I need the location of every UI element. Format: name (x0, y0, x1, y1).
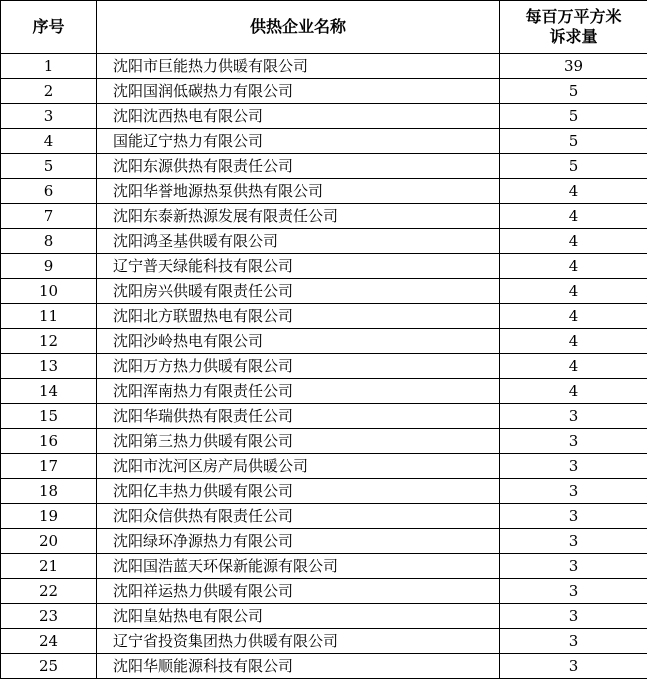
row-number: 25 (1, 654, 97, 679)
table-row (1, 204, 647, 229)
table-row (1, 579, 647, 604)
complaint-value: 3 (500, 454, 647, 479)
company-name: 沈阳市巨能热力供暖有限公司 (97, 54, 500, 79)
row-number: 20 (1, 529, 97, 554)
company-name: 沈阳皇姑热电有限公司 (97, 604, 500, 629)
complaint-value: 5 (500, 154, 647, 179)
company-name: 沈阳华瑞供热有限责任公司 (97, 404, 500, 429)
header-company-name: 供热企业名称 (97, 1, 500, 54)
company-name: 沈阳祥运热力供暖有限公司 (97, 579, 500, 604)
company-name: 沈阳华顺能源科技有限公司 (97, 654, 500, 679)
table-header-row (1, 1, 647, 54)
table-row (1, 129, 647, 154)
company-name: 沈阳国润低碳热力有限公司 (97, 79, 500, 104)
complaint-value: 4 (500, 304, 647, 329)
row-number: 17 (1, 454, 97, 479)
table-row (1, 504, 647, 529)
company-name: 沈阳第三热力供暖有限公司 (97, 429, 500, 454)
row-number: 21 (1, 554, 97, 579)
complaint-value: 3 (500, 429, 647, 454)
header-seq: 序号 (1, 1, 97, 54)
complaint-value: 3 (500, 629, 647, 654)
complaint-value: 4 (500, 329, 647, 354)
company-name: 国能辽宁热力有限公司 (97, 129, 500, 154)
row-number: 1 (1, 54, 97, 79)
table-row (1, 454, 647, 479)
table-row (1, 279, 647, 304)
header-rate-line2: 诉求量 (500, 27, 647, 47)
company-name: 沈阳鸿圣基供暖有限公司 (97, 229, 500, 254)
company-name: 沈阳亿丰热力供暖有限公司 (97, 479, 500, 504)
row-number: 10 (1, 279, 97, 304)
complaint-value: 3 (500, 479, 647, 504)
table-row (1, 654, 647, 679)
company-name: 沈阳沙岭热电有限公司 (97, 329, 500, 354)
table-row (1, 254, 647, 279)
row-number: 16 (1, 429, 97, 454)
complaint-value: 4 (500, 379, 647, 404)
complaint-value: 3 (500, 404, 647, 429)
complaint-value: 4 (500, 179, 647, 204)
complaint-value: 3 (500, 504, 647, 529)
table-row (1, 329, 647, 354)
complaint-value: 39 (500, 54, 647, 79)
complaint-value: 5 (500, 79, 647, 104)
complaint-value: 3 (500, 529, 647, 554)
row-number: 2 (1, 79, 97, 104)
table-row (1, 179, 647, 204)
company-name: 沈阳国浩蓝天环保新能源有限公司 (97, 554, 500, 579)
row-number: 18 (1, 479, 97, 504)
company-name: 沈阳华誉地源热泵供热有限公司 (97, 179, 500, 204)
company-name: 沈阳众信供热有限责任公司 (97, 504, 500, 529)
table-row (1, 604, 647, 629)
company-name: 辽宁省投资集团热力供暖有限公司 (97, 629, 500, 654)
row-number: 22 (1, 579, 97, 604)
complaint-value: 4 (500, 254, 647, 279)
complaint-value: 4 (500, 279, 647, 304)
table-row (1, 629, 647, 654)
table-row (1, 404, 647, 429)
table-row (1, 429, 647, 454)
company-name: 沈阳市沈河区房产局供暖公司 (97, 454, 500, 479)
complaint-value: 5 (500, 129, 647, 154)
company-name: 沈阳万方热力供暖有限公司 (97, 354, 500, 379)
table-row (1, 229, 647, 254)
company-name: 沈阳浑南热力有限责任公司 (97, 379, 500, 404)
row-number: 14 (1, 379, 97, 404)
row-number: 7 (1, 204, 97, 229)
header-complaint-rate (500, 1, 647, 54)
row-number: 19 (1, 504, 97, 529)
row-number: 13 (1, 354, 97, 379)
table-row (1, 304, 647, 329)
table-row (1, 379, 647, 404)
company-name: 沈阳绿环净源热力有限公司 (97, 529, 500, 554)
table-row (1, 554, 647, 579)
company-name: 沈阳沈西热电有限公司 (97, 104, 500, 129)
complaint-value: 3 (500, 554, 647, 579)
complaint-value: 4 (500, 354, 647, 379)
row-number: 9 (1, 254, 97, 279)
complaint-value: 3 (500, 604, 647, 629)
row-number: 8 (1, 229, 97, 254)
row-number: 4 (1, 129, 97, 154)
row-number: 23 (1, 604, 97, 629)
table-row (1, 104, 647, 129)
table-row (1, 154, 647, 179)
complaint-value: 3 (500, 654, 647, 679)
company-name: 辽宁普天绿能科技有限公司 (97, 254, 500, 279)
header-rate-line1: 每百万平方米 (500, 7, 647, 27)
company-name: 沈阳东泰新热源发展有限责任公司 (97, 204, 500, 229)
complaint-value: 5 (500, 104, 647, 129)
complaint-value: 3 (500, 579, 647, 604)
table-row (1, 79, 647, 104)
complaint-value: 4 (500, 229, 647, 254)
row-number: 15 (1, 404, 97, 429)
row-number: 6 (1, 179, 97, 204)
company-name: 沈阳北方联盟热电有限公司 (97, 304, 500, 329)
company-name: 沈阳房兴供暖有限责任公司 (97, 279, 500, 304)
row-number: 5 (1, 154, 97, 179)
table-row (1, 354, 647, 379)
row-number: 11 (1, 304, 97, 329)
row-number: 12 (1, 329, 97, 354)
row-number: 24 (1, 629, 97, 654)
company-name: 沈阳东源供热有限责任公司 (97, 154, 500, 179)
table-row (1, 529, 647, 554)
row-number: 3 (1, 104, 97, 129)
table-row (1, 479, 647, 504)
complaint-value: 4 (500, 204, 647, 229)
table-row (1, 54, 647, 79)
